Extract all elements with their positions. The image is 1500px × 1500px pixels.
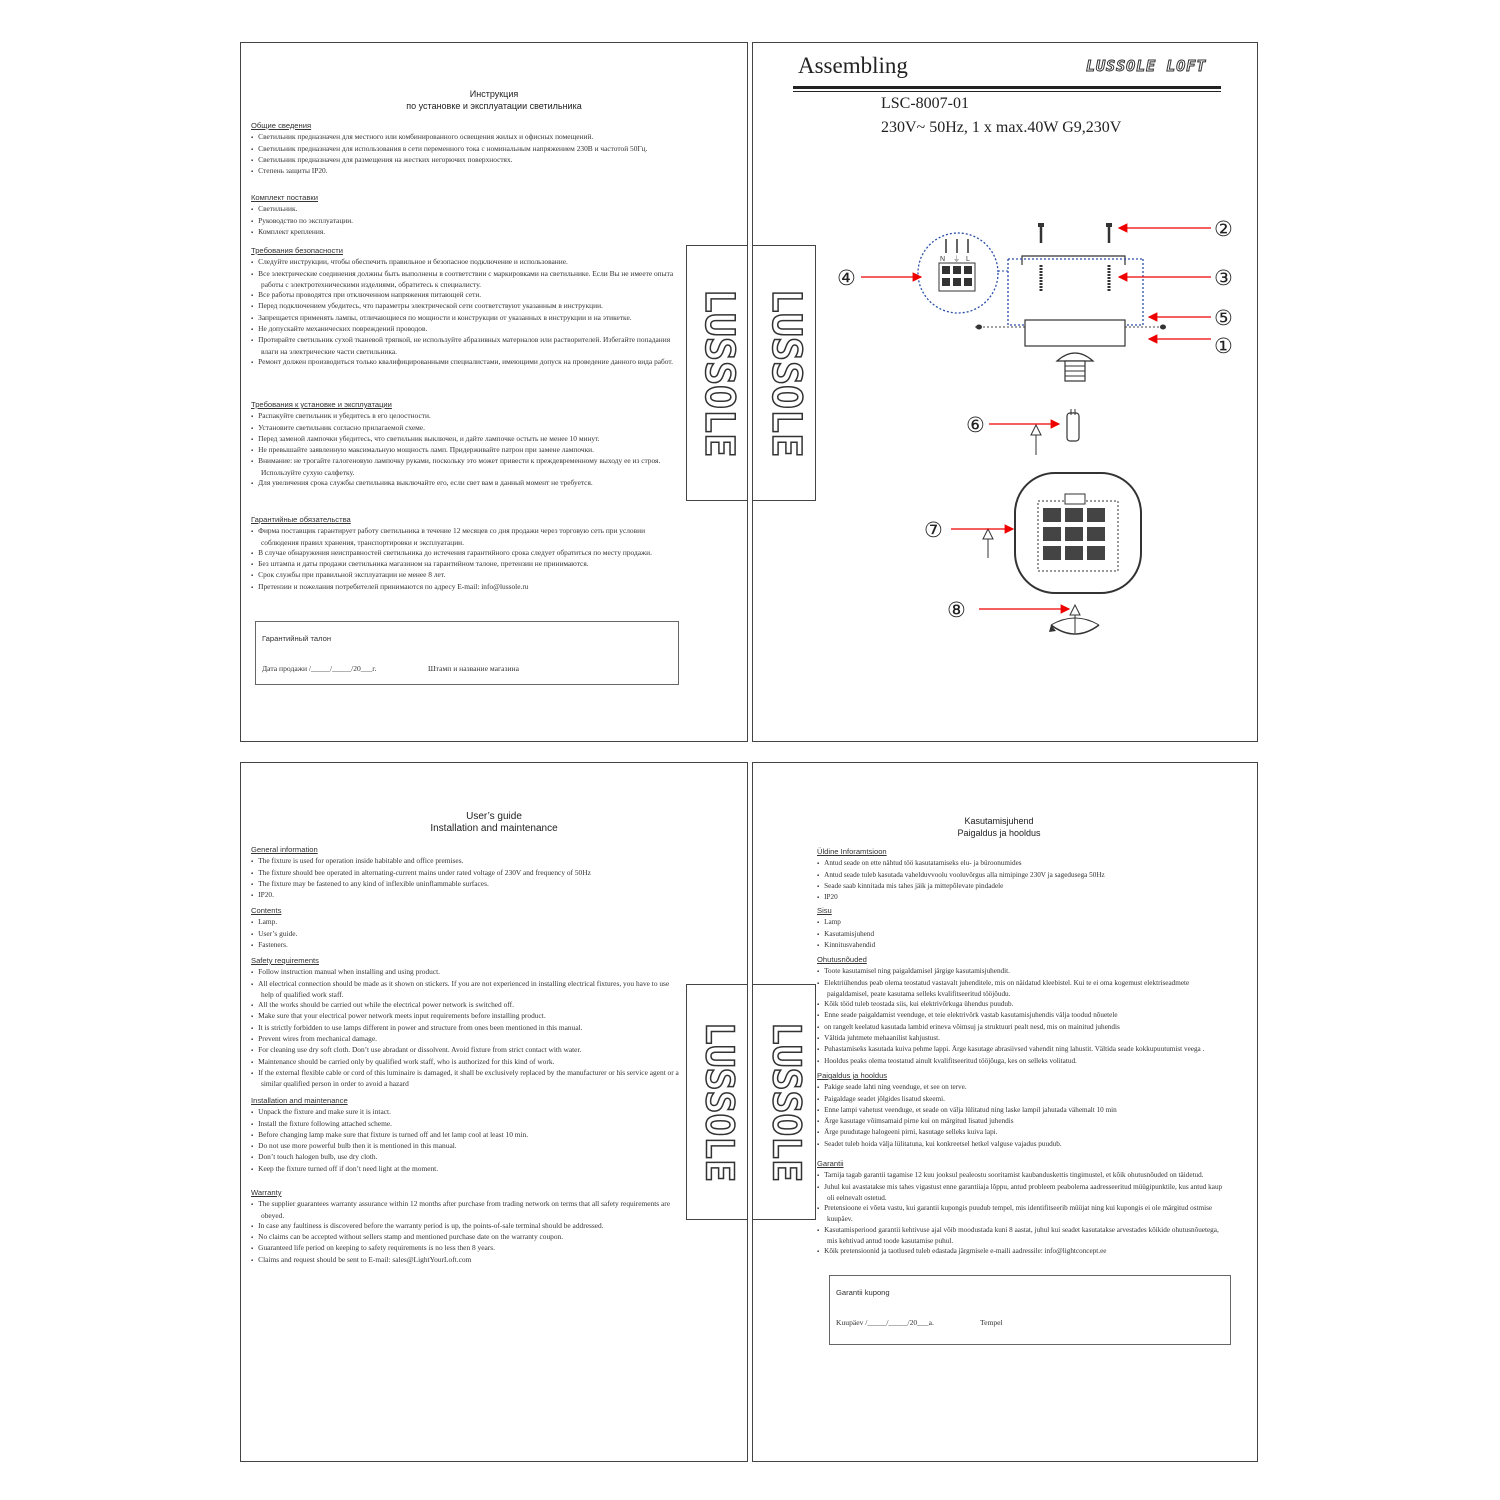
list-item <box>258 867 681 879</box>
list-item-text: Руководство по эксплуатации. <box>258 215 354 225</box>
screw-top-left <box>1038 223 1044 243</box>
list-item <box>258 1067 681 1090</box>
list-item <box>258 939 681 951</box>
list-item-text: Светильник предназначен для использования в сети переменного тока с номинальным напряжением 230В и частотой 50Гц. <box>258 143 648 153</box>
callout-1: ① <box>1214 334 1233 358</box>
list-item <box>824 1082 1229 1093</box>
list-item-text: All electrical connection should be made as it shown on stickers. If you are not experienced in installing electrical fixtures, you have to use help of qualified work staff. <box>258 978 670 999</box>
en-section-heading: General information <box>251 845 318 854</box>
et-section-heading: Garantii <box>817 1159 844 1168</box>
list-item-text: Светильник предназначен для местного или комбинированного освещения жилых и офисных помещений. <box>258 132 594 142</box>
list-item <box>824 1127 1229 1138</box>
et-section-list <box>817 966 1229 1067</box>
list-item-text: Запрещается применять лампы, отличающиеся по мощности и конструкции от указанных в инструкции и на этикетке. <box>258 312 632 322</box>
et-warranty-coupon <box>829 1275 1231 1345</box>
list-item-text: Vältida juhtmete mehaanilist kahjustust. <box>824 1034 940 1043</box>
list-item-text: For cleaning use dry soft cloth. Don’t use abradant or dissolvent. Avoid fixture from strict contact with water. <box>258 1045 582 1055</box>
list-item <box>258 356 681 368</box>
list-item <box>824 1033 1229 1044</box>
list-item-text: The supplier guarantees warranty assurance within 12 months after purchase from trading network on terms that all safety requirements are obeyed. <box>258 1199 671 1220</box>
list-item-text: Claims and request should be sent to E-mail: sales@LightYourLoft.com <box>258 1254 472 1264</box>
list-item <box>258 559 681 570</box>
list-item <box>258 1045 681 1056</box>
ru-coupon-title: Гарантийный талон <box>262 634 332 643</box>
list-item <box>258 1152 681 1163</box>
list-item <box>258 856 681 867</box>
list-item <box>258 1107 681 1118</box>
list-item-text: Все работы проводятся при отключенном напряжения питающей сети. <box>258 290 482 300</box>
list-item <box>824 1094 1229 1105</box>
list-item <box>824 929 1229 940</box>
list-item-text: Фирма поставщик гарантирует работу светильника в течение 12 месяцев со дня продажи через торговую сеть при условии соблюдения правил хранения, транспортировки и эксплуатации. <box>258 526 646 547</box>
list-item-text: Ärge puudutage halogeeni pirni, kasutage selleks kuiva lapi. <box>824 1128 998 1137</box>
list-item <box>824 1116 1229 1127</box>
list-item-text: Внимание: не трогайте галогеновую лампочку руками, поскольку это может привести к преждевременному выходу ее из строя. Используйте сухую салфетку. <box>258 456 661 477</box>
et-title-line2: Paigaldus ja hooldus <box>957 828 1041 838</box>
list-item <box>258 547 681 559</box>
list-item-text: Puhastamiseks kasutada kuiva pehme lappi. Ärge kasutage abrasiivsed vahendit ning lahustit. Vältida seade kokkupuutumist veega . <box>824 1045 1205 1054</box>
ru-warranty-coupon <box>255 621 679 685</box>
list-item <box>824 1022 1229 1033</box>
terminal-label-n: N <box>940 256 946 263</box>
ru-section <box>251 515 681 593</box>
list-item-text: Kõik pretensioonid ja taotlused tuleb edastada järgmisele e-maili aadressile: info@lightconcept.ee <box>824 1247 1107 1256</box>
list-item <box>258 445 681 456</box>
list-item <box>258 1243 681 1254</box>
ru-section-list <box>251 411 681 489</box>
list-item <box>824 870 1229 881</box>
callout-2: ② <box>1214 217 1233 241</box>
list-item <box>258 268 681 291</box>
list-item <box>258 422 681 434</box>
list-item-text: The fixture should bee operated in alternating-current mains under rated voltage of 230V and frequency of 50Hz <box>258 867 591 877</box>
list-item <box>824 1044 1229 1055</box>
list-item <box>258 456 681 478</box>
et-section-heading: Ohutusnõuded <box>817 955 867 964</box>
en-section <box>251 1096 681 1175</box>
list-item <box>258 478 681 489</box>
list-item-text: Распакуйте светильник и убедитесь в его целостности. <box>258 411 431 421</box>
en-section-heading: Installation and maintenance <box>251 1096 348 1105</box>
list-item <box>258 526 681 548</box>
ru-title-line2: по установке и эксплуатации светильника <box>406 101 582 111</box>
panel-estonian-guide <box>752 762 1258 1462</box>
list-item-text: Не превышайте заявленную максимальную мощность ламп. Придерживайте патрон при замене лампочки. <box>258 445 594 455</box>
list-item-text: Kinnitusvahendid <box>824 940 876 949</box>
list-item-text: Maintenance should be carried only by qualified work staff, who is authorized for this kind of work. <box>258 1056 555 1066</box>
list-item <box>258 1000 681 1011</box>
ru-coupon-date: Дата продажи /_____/_____/20___г. <box>262 664 377 673</box>
list-item-text: Enne seade paigaldamist veenduge, et teie elektrivõrk vastab kasutamisjuhendis välja toodud nõuetele <box>824 1011 1118 1020</box>
list-item-text: IP20. <box>258 890 274 900</box>
list-item <box>258 1022 681 1034</box>
list-item-text: Don’t touch halogen bulb, use dry cloth. <box>258 1152 378 1162</box>
list-item <box>258 570 681 581</box>
list-item <box>258 1232 681 1243</box>
callout-5: ⑤ <box>1214 306 1233 330</box>
ru-section-list <box>251 132 681 177</box>
side-screw-left <box>975 325 1025 330</box>
list-item <box>824 966 1229 977</box>
list-item <box>824 1105 1229 1116</box>
list-item <box>258 1118 681 1130</box>
list-item-text: Lamp. <box>258 917 278 927</box>
en-section-list <box>251 917 681 951</box>
en-section-list <box>251 856 681 901</box>
et-section <box>817 1071 1229 1150</box>
list-item-text: Перед заменой лампочки убедитесь, что светильник выключен, и дайте лампочке остыть не менее 10 минут. <box>258 433 600 443</box>
list-item-text: Prevent wires from mechanical damage. <box>258 1034 377 1044</box>
list-item-text: Fasteners. <box>258 939 288 949</box>
screw-top-right <box>1106 223 1112 243</box>
list-item-text: Antud seade on ette nähtud töö kasutatamiseks elu- ja büroonumides <box>824 859 1022 868</box>
et-section-list <box>817 1170 1229 1257</box>
list-item <box>258 878 681 890</box>
terminal-label-ground: ⏚ <box>953 256 960 263</box>
list-item <box>258 301 681 312</box>
callout-6: ⑥ <box>966 413 985 437</box>
list-item <box>258 1163 681 1175</box>
brand-tag-top-right <box>752 245 816 501</box>
list-item <box>824 1225 1229 1247</box>
list-item <box>258 257 681 268</box>
assembly-diagram <box>753 43 1258 742</box>
list-item <box>824 999 1229 1010</box>
et-section-heading: Üldine Inforamtsioon <box>817 847 887 856</box>
terminal-block-detail <box>918 233 1008 313</box>
et-section-list <box>817 858 1229 903</box>
callout-4: ④ <box>837 266 856 290</box>
callout-3: ③ <box>1214 266 1233 290</box>
list-item-text: Antud seade tuleb kasutada vahelduvvoolu vooluvõrgus alla nimipinge 230V ja sagedusega 50Hz <box>824 870 1105 879</box>
list-item-text: Guaranteed life period on keeping to safety requirements is no less then 8 years. <box>258 1243 495 1253</box>
list-item-text: Lamp <box>824 918 841 927</box>
ru-section-heading: Комплект поставки <box>251 193 318 202</box>
en-section-list <box>251 1107 681 1175</box>
list-item-text: Hooldus peaks olema teostatud ainult kvalifitseeritud tööjõuga, kes on selleks volitatud. <box>824 1056 1077 1065</box>
list-item <box>824 1170 1229 1181</box>
list-item <box>258 324 681 335</box>
brand-tag-logo <box>753 246 815 500</box>
list-item <box>258 312 681 324</box>
list-item-text: Enne lampi vahetust veenduge, et seade on välja lülitatud ning laske lampil jahutada vähemalt 10 min <box>824 1105 1117 1114</box>
list-item-text: Установите светильник согласно прилагаемой схеме. <box>258 422 425 432</box>
ru-section-list <box>251 257 681 368</box>
brand-tag-text: LUSSOLE <box>696 288 742 458</box>
et-title-line1: Kasutamisjuhend <box>964 816 1034 826</box>
assembling-title: Assembling <box>798 53 908 78</box>
en-title-line1: User’s guide <box>466 811 522 822</box>
list-item <box>258 215 681 227</box>
ru-section-heading: Требования безопасности <box>251 246 343 255</box>
en-section-list <box>251 967 681 1089</box>
mounting-bracket <box>1008 256 1143 325</box>
list-item-text: Do not use more powerful bulb then it is mentioned in this manual. <box>258 1141 457 1151</box>
list-item-text: Следуйте инструкции, чтобы обеспечить правильное и безопасное подключение и использование. <box>258 257 568 267</box>
list-item <box>258 1129 681 1141</box>
callout-7: ⑦ <box>924 518 943 542</box>
list-item <box>824 978 1229 1000</box>
panel-assembling <box>752 42 1258 742</box>
list-item <box>824 1010 1229 1021</box>
list-item-text: Pakige seade lahti ning veenduge, et see on terve. <box>824 1083 967 1092</box>
en-section <box>251 1188 681 1266</box>
list-item-text: Unpack the fixture and make sure it is intact. <box>258 1107 391 1117</box>
list-item <box>824 1056 1229 1067</box>
list-item-text: Протирайте светильник сухой тканевой тряпкой, не используйте абразивных материалов или растворителей. Избегайте попадания влаги на электрические части светильника. <box>258 335 671 356</box>
et-title <box>752 815 1251 839</box>
en-section <box>251 845 681 901</box>
list-item-text: В случае обнаружения неисправностей светильника до истечения гарантийного срока следует обратиться по месту продажи. <box>258 547 652 557</box>
list-item-text: Перед подключением убедитесь, что параметры электрической сети соответствуют указанным в инструкции. <box>258 301 603 311</box>
ru-section <box>251 246 681 368</box>
list-item-text: Kõik tööd tuleb teostada siis, kui elektrivõrkuga ühendus puudub. <box>824 1000 1014 1009</box>
et-section <box>817 847 1229 903</box>
list-item-text: Elektriühendus peab olema teostatud vastavalt juhenditele, mis on näidatud kleebistel. Kui te ei oma kogemust elektriseadmete paigaldamisel, peate kasutama selleks kvalifitseeritud tööjõudu. <box>824 978 1190 998</box>
list-item <box>258 154 681 166</box>
et-coupon-stamp: Tempel <box>980 1318 1003 1327</box>
list-item-text: Комплект крепления. <box>258 226 326 236</box>
et-section <box>817 955 1229 1067</box>
list-item-text: Kasutamisperiood garantii kehtivuse ajal võib moodustada kuni 8 aastat, juhul kui seadet kasutatakse arvestades kõikide ohutusnõuetega, mis kehtivad antud toode kasutamise puhul. <box>824 1225 1219 1246</box>
list-item <box>824 1246 1229 1257</box>
list-item <box>258 1220 681 1232</box>
list-item <box>824 1182 1229 1204</box>
model-number: LSC-8007-01 <box>881 95 969 112</box>
et-section-list <box>817 1082 1229 1150</box>
list-item-text: IP20 <box>824 893 838 902</box>
en-title-line2: Installation and maintenance <box>430 823 558 834</box>
list-item-text: Ärge kasutage võimsamaid pirne kui on märgitud lisatud juhendis <box>824 1117 1014 1126</box>
list-item-text: Toote kasutamisel ning paigaldamisel järgige kasutamisjuhendit. <box>824 967 1010 976</box>
canopy <box>1025 320 1125 346</box>
list-item-text: Keep the fixture turned off if don’t need light at the moment. <box>258 1163 439 1173</box>
list-item <box>258 335 681 357</box>
list-item <box>258 1056 681 1068</box>
brand-tag-logo <box>687 985 747 1219</box>
list-item <box>258 1034 681 1045</box>
lamp-socket <box>1057 353 1093 381</box>
list-item-text: Срок службы при правильной эксплуатации не менее 8 лет. <box>258 570 446 580</box>
ru-section-list <box>251 526 681 593</box>
ru-section <box>251 193 681 238</box>
list-item <box>824 858 1229 869</box>
g9-bulb <box>1067 409 1079 441</box>
brand-tag-logo <box>687 246 747 500</box>
list-item <box>258 967 681 978</box>
ru-section <box>251 121 681 177</box>
list-item-text: Kasutamisjuhend <box>824 929 875 938</box>
ru-section-heading: Требования к установке и эксплуатации <box>251 400 392 409</box>
list-item <box>258 226 681 238</box>
list-item-text: Без штампа и даты продажи светильника магазином на гарантийном талоне, претензии не принимаются. <box>258 559 589 569</box>
list-item <box>824 1139 1229 1150</box>
brand-tag-text: LUSSOLE <box>697 1021 742 1183</box>
et-section <box>817 1159 1229 1258</box>
list-item-text: It is strictly forbidden to use lamps different in power and structure from ones been mentioned in this manual. <box>258 1022 583 1032</box>
et-section-heading: Paigaldus ja hooldus <box>817 1071 888 1080</box>
list-item-text: Juhul kui avastatakse mis tahes vigastust enne garantiiaja lõppu, antud probleem peabolema aadresseeritud müügipunktile, kus antud kaup oli eelnevalt ostetud. <box>824 1182 1223 1202</box>
brand-tag-text: LUSSOLE <box>764 1021 809 1183</box>
list-item <box>258 411 681 422</box>
et-section-list <box>817 917 1229 951</box>
brand-tag-bottom-left <box>686 984 748 1220</box>
list-item-text: Все электрические соединения должны быть выполнены в соответствии с маркировками на светильнике. Если Вы не имеете опыта работы с электротехническими изделиями, обратитесь к специалисту. <box>258 268 674 289</box>
brand-tag-logo <box>753 985 815 1219</box>
list-item-text: Tarnija tagab garantii tagamise 12 kuu jooksul pealeostu sooritamist kaubanduskettis tingimustel, et kõik ohutusnõuded on täidetud. <box>824 1171 1204 1180</box>
list-item-text: No claims can be accepted without sellers stamp and mentioned purchase date on the warranty coupon. <box>258 1232 564 1242</box>
list-item <box>258 581 681 593</box>
list-item-text: Follow instruction manual when installing and using product. <box>258 967 441 977</box>
list-item <box>258 1011 681 1022</box>
list-item-text: If the external flexible cable or cord of this luminaire is damaged, it shall be exclusively replaced by the manufacturer or his service agent or a similar qualified person in order to avoid a hazard <box>258 1067 679 1089</box>
up-arrow-bulb <box>1031 425 1041 455</box>
list-item-text: Светильник. <box>258 204 298 214</box>
list-item <box>258 1199 681 1221</box>
brand-tag-top-left <box>686 245 748 501</box>
brand-tag-bottom-right <box>752 984 816 1220</box>
list-item <box>258 132 681 143</box>
en-section-list <box>251 1199 681 1266</box>
ru-section <box>251 400 681 489</box>
brand-logo: LUSSOLE LOFT <box>1086 57 1207 75</box>
list-item-text: Pretensioone ei võeta vastu, kui garantii kupongis puudub tempel, mis identifitseerib müüjat ning kui kupongis ei ole märgitud ostmise kuupäev. <box>824 1204 1213 1224</box>
list-item-text: on rangelt keelatud kasutada lambid erineva võimsuj ja struktuuri pealt nesd, mis on mainitud juhendis <box>824 1022 1120 1031</box>
en-section <box>251 956 681 1090</box>
list-item <box>258 928 681 940</box>
list-item-text: Для увеличения срока службы светильника выключайте его, если свет вам в данный момент не требуется. <box>258 478 593 488</box>
list-item <box>258 166 681 177</box>
en-section <box>251 906 681 951</box>
callout-8: ⑧ <box>947 598 966 622</box>
ru-title <box>241 88 747 112</box>
list-item-text: Светильник предназначен для размещения на жестких негорючих поверхностях. <box>258 154 513 164</box>
list-item <box>824 881 1229 892</box>
et-coupon-title: Garantii kupong <box>836 1288 890 1297</box>
en-section-heading: Contents <box>251 906 282 915</box>
list-item <box>824 917 1229 928</box>
list-item-text: Seade saab kinnitada mis tahes jäik ja mittepõlevate pindadele <box>824 881 1004 890</box>
en-title <box>241 811 747 835</box>
ru-coupon-stamp: Штамп и название магазина <box>428 664 519 673</box>
list-item-text: Install the fixture following attached scheme. <box>258 1118 392 1128</box>
list-item <box>258 1141 681 1152</box>
list-item-text: Before changing lamp make sure that fixture is turned off and let lamp cool at least 10 min. <box>258 1129 529 1139</box>
ru-section-heading: Гарантийные обязательства <box>251 515 351 524</box>
list-item-text: Претензии и пожелания потребителей принимаются по адресу E-mail: info@lussole.ru <box>258 581 529 591</box>
list-item <box>258 204 681 215</box>
list-item <box>824 1203 1229 1225</box>
ru-section-list <box>251 204 681 238</box>
list-item-text: Не допускайте механических повреждений проводов. <box>258 324 428 334</box>
list-item-text: Ремонт должен производиться только квалифицированными специалистами, имеющими допуск на проведение данного вида работ. <box>258 356 673 366</box>
ru-title-line1: Инструкция <box>469 89 519 99</box>
list-item-text: Степень защиты IP20. <box>258 166 328 176</box>
electrical-spec: 230V~ 50Hz, 1 x max.40W G9,230V <box>881 119 1122 136</box>
list-item <box>258 978 681 1001</box>
list-item-text: Paigaldage seadet jõlgides lisatud skeemi. <box>824 1094 945 1103</box>
panel-english-guide <box>240 762 748 1462</box>
list-item-text: Make sure that your electrical power network meets input requirements before installing product. <box>258 1011 546 1021</box>
list-item-text: In case any faultiness is discovered before the warranty period is up, the points-of-sale terminal should be addressed. <box>258 1220 604 1230</box>
list-item-text: Seadet tuleb hoida välja lülitatuna, kui konkreetsel hetkel valguse vajadus puudub. <box>824 1139 1062 1148</box>
list-item <box>258 917 681 928</box>
up-arrow-shade <box>983 529 993 558</box>
list-item <box>824 940 1229 951</box>
list-item <box>258 290 681 301</box>
et-section <box>817 906 1229 951</box>
list-item-text: User’s guide. <box>258 928 298 938</box>
terminal-label-l: L <box>966 256 970 263</box>
list-item-text: The fixture may be fastened to any kind of inflexible uninflammable surfaces. <box>258 878 489 888</box>
list-item <box>258 1254 681 1266</box>
list-item <box>258 143 681 155</box>
list-item <box>258 433 681 445</box>
list-item <box>824 892 1229 903</box>
brand-tag-text: LUSSOLE <box>763 288 809 458</box>
glass-shade <box>1015 473 1141 593</box>
en-section-heading: Warranty <box>251 1188 282 1197</box>
et-section-heading: Sisu <box>817 906 832 915</box>
ru-section-heading: Общие сведения <box>251 121 312 130</box>
list-item <box>258 890 681 901</box>
list-item-text: All the works should be carried out while the electrical power network is switched off. <box>258 1000 514 1010</box>
list-item-text: The fixture is used for operation inside habitable and office premises. <box>258 856 464 866</box>
et-coupon-date: Kuupäev /_____/_____/20___a. <box>836 1318 934 1327</box>
en-section-heading: Safety requirements <box>251 956 319 965</box>
panel-russian-instructions <box>240 42 748 742</box>
